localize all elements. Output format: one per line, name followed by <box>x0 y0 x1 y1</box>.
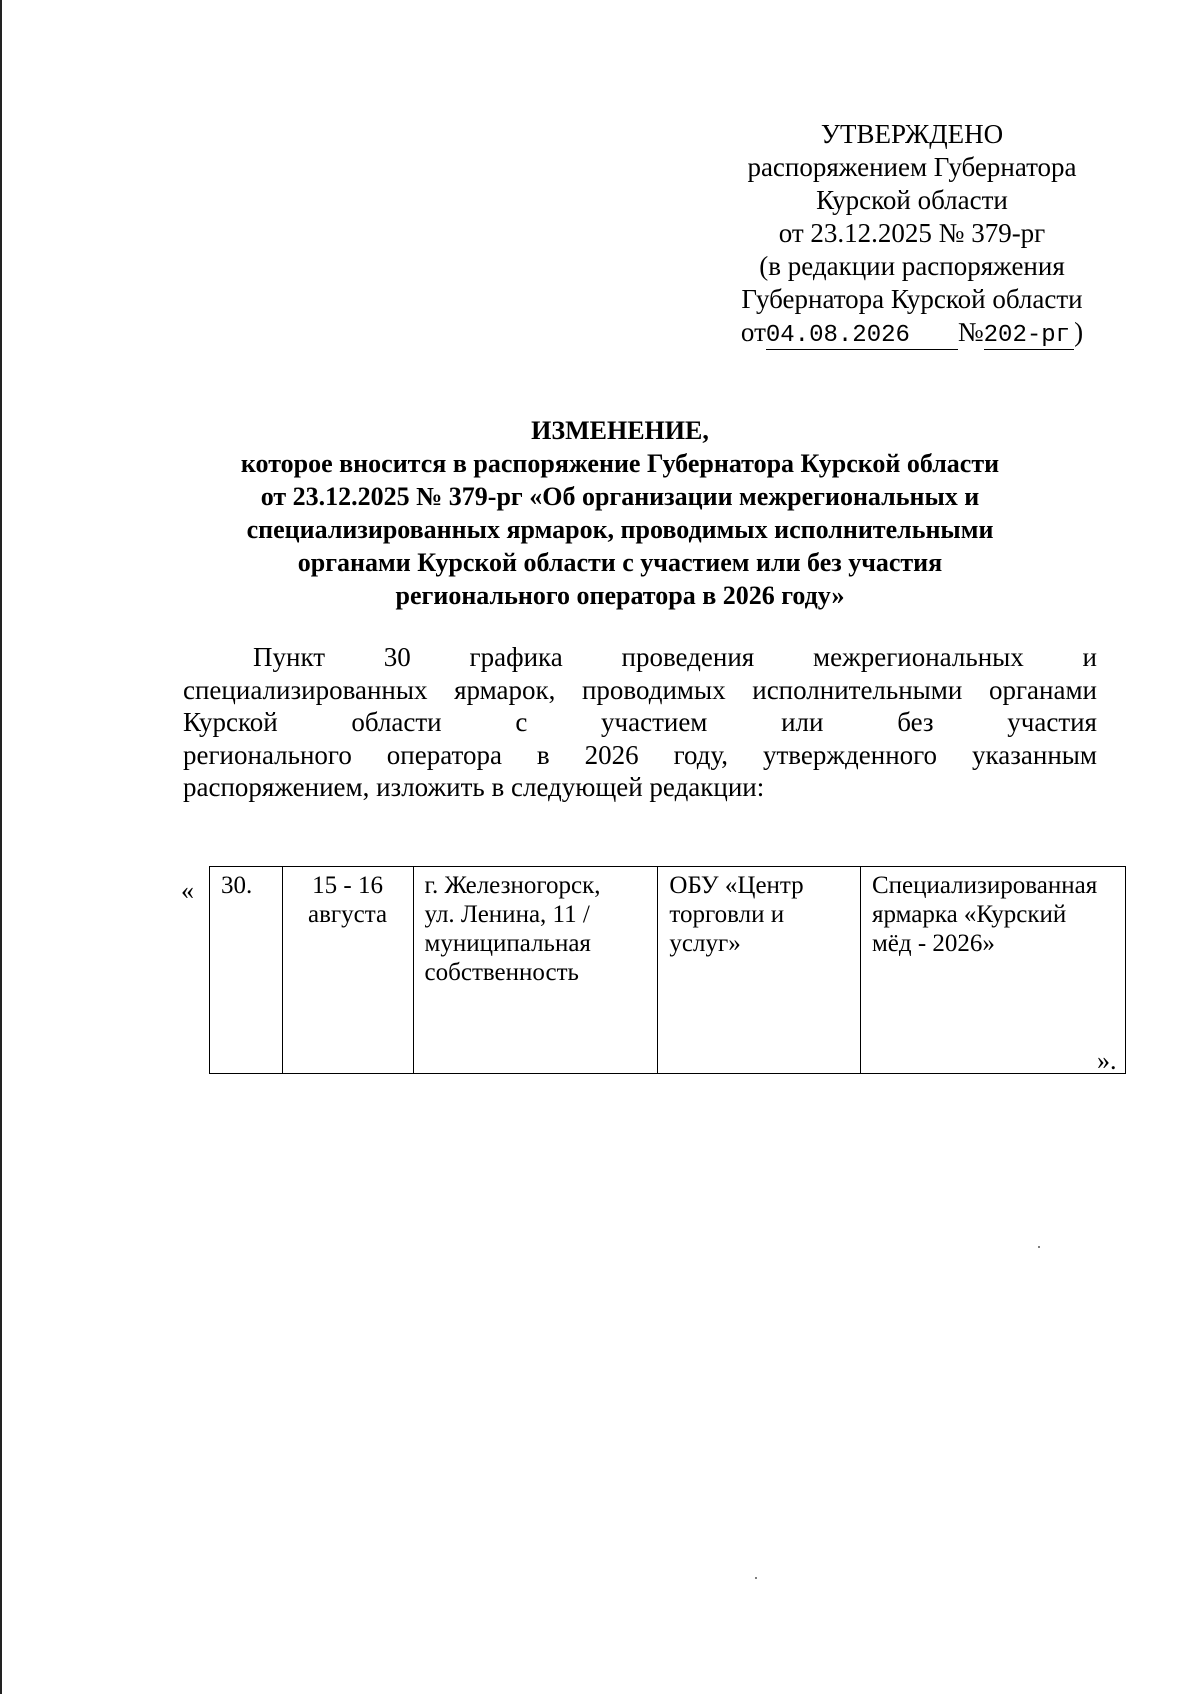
paragraph-word: 2026 <box>584 739 639 770</box>
table-close-quote: ». <box>1097 1046 1117 1075</box>
paragraph-word: области <box>351 707 442 737</box>
body-paragraph <box>183 641 1097 804</box>
paragraph-word: без <box>897 707 934 737</box>
fair-name-text: Специализированная <box>871 872 1098 899</box>
dates-cell <box>282 867 413 1074</box>
organizer-text: торговли и <box>669 901 785 928</box>
amendment-number: 202-рг <box>984 323 1074 350</box>
paragraph-word: году, <box>673 739 729 770</box>
paragraph-word: или <box>781 707 824 737</box>
dates-text: августа <box>308 901 388 928</box>
title-line: органами Курской области с участием или без участия <box>297 548 943 577</box>
fair-name-text: мёд - 2026» <box>871 930 995 957</box>
approval-line: Губернатора Курской области <box>741 284 1083 314</box>
approval-date-line <box>712 316 1112 350</box>
place-text: собственность <box>424 959 579 986</box>
paragraph-line <box>183 739 1097 772</box>
paragraph-line <box>183 706 1097 739</box>
organizer-text: ОБУ «Центр <box>669 872 804 899</box>
title-line: от 23.12.2025 № 379-рг «Об организации межрегиональных и <box>260 482 980 511</box>
paragraph-word: и <box>1082 642 1097 672</box>
paragraph-word: Курской <box>183 707 278 737</box>
place-text: муниципальная <box>424 930 591 957</box>
paragraph-word: органами <box>988 674 1097 705</box>
place-text: ул. Ленина, 11 / <box>424 901 590 928</box>
paragraph-line <box>183 674 1097 707</box>
paragraph-word: ярмарок, <box>454 674 556 705</box>
fair-schedule-table <box>209 866 1126 1074</box>
fair-name-cell <box>860 867 1125 1074</box>
paragraph-word: проведения <box>621 642 755 672</box>
row-number: 30. <box>221 872 253 899</box>
paragraph-word: проводимых <box>581 674 726 705</box>
title-line: специализированных ярмарок, проводимых исполнительными <box>246 515 994 544</box>
scan-edge-line <box>0 0 2 1694</box>
paragraph-word: регионального <box>183 739 352 770</box>
table-open-quote: « <box>181 876 194 905</box>
from-label: от <box>740 317 766 347</box>
approval-line: распоряжением Губернатора <box>747 152 1077 182</box>
approval-block <box>712 118 1112 350</box>
place-text: г. Железногорск, <box>424 872 601 899</box>
approval-line: (в редакции распоряжения <box>759 251 1065 281</box>
title-line: регионального оператора в 2026 году» <box>395 581 845 610</box>
paragraph-word: утвержденного <box>763 739 938 770</box>
scan-speck <box>1038 1246 1040 1248</box>
fair-name-text: ярмарка «Курский <box>871 901 1067 928</box>
title-line: которое вносится в распоряжение Губернатора Курской области <box>240 449 1000 478</box>
paragraph-word: в <box>536 739 550 770</box>
paragraph-line <box>183 641 1097 674</box>
approval-heading: УТВЕРЖДЕНО <box>820 119 1004 149</box>
paragraph-word: участия <box>1007 707 1097 737</box>
paragraph-word: указанным <box>972 739 1097 770</box>
amendment-date: 04.08.2026 <box>766 323 958 350</box>
closing-paren: ) <box>1074 317 1084 347</box>
paragraph-word: исполнительными <box>752 674 963 705</box>
document-title <box>180 414 1060 612</box>
table-row <box>210 867 1126 1074</box>
organizer-text: услуг» <box>669 930 741 957</box>
dates-text: 15 - 16 <box>312 872 383 899</box>
paragraph-word: специализированных <box>183 674 428 705</box>
paragraph-line: распоряжением, изложить в следующей редакции: <box>183 772 765 802</box>
scan-speck <box>755 1577 757 1579</box>
paragraph-word: участием <box>601 707 708 737</box>
paragraph-word: оператора <box>386 739 502 770</box>
paragraph-word: графика <box>469 642 563 672</box>
place-cell <box>413 867 658 1074</box>
paragraph-word: 30 <box>383 642 411 672</box>
paragraph-word: с <box>515 707 528 737</box>
paragraph-word: межрегиональных <box>813 642 1024 672</box>
approval-line: Курской области <box>816 185 1008 215</box>
number-label: № <box>957 317 984 347</box>
paragraph-word: Пункт <box>253 642 326 672</box>
title-heading: ИЗМЕНЕНИЕ, <box>531 416 709 445</box>
organizer-cell <box>658 867 861 1074</box>
row-number-cell <box>210 867 283 1074</box>
approval-line: от 23.12.2025 № 379-рг <box>778 218 1046 248</box>
